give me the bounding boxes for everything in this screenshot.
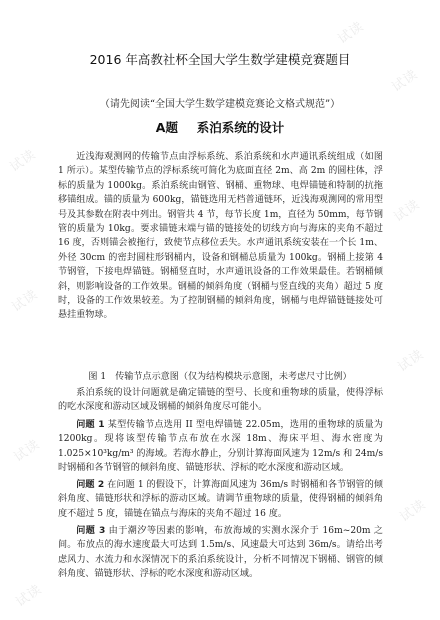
question-1-text: 某型传输节点选用 II 型电焊锚链 22.05m，选用的重物球的质量为 1200kg。现将该型传输节点布放在水深 18m、海床平坦、海水密度为 1.025×10³kg/m³ 的海域。若海水静止，分别计算海面风速为 12m/s 和 24m/s 时钢桶和各节钢管的倾斜角度、锚链形状、浮标的吃水深度和游动区域。: [58, 420, 383, 474]
watermark-text: 试读: [389, 66, 421, 96]
problem-heading: [0, 118, 440, 136]
watermark-text: 试读: [13, 581, 45, 611]
question-2-text: 在问题 1 的假设下，计算海面风速为 36m/s 时钢桶和各节钢管的倾斜角度、锚链形状和浮标的游动区域。请调节重物球的质量，使得钢桶的倾斜角度不超过 5 度，锚链在锚点与海床的夹角不超过 16 度。: [58, 480, 383, 519]
figure-caption: 图 1 传输节点示意图（仅为结构模块示意图，未考虑尺寸比例）: [88, 372, 352, 382]
question-1-label: 问题 1: [76, 420, 105, 430]
question-3-text: 由于潮汐等因素的影响，布放海域的实测水深介于 16m~20m 之间。布放点的海水速度最大可达到 1.5m/s、风速最大可达到 36m/s。请给出考虑风力、水流力和水深情况下的系泊系统设计，分析不同情况下钢桶、钢管的倾斜角度、锚链形状、浮标的吃水深度和游动区域。: [58, 526, 383, 580]
question-3-paragraph: [58, 524, 383, 582]
watermark-text: 试读: [11, 436, 43, 466]
watermark-text: 试读: [9, 286, 41, 316]
watermark-text: 试读: [395, 346, 427, 376]
watermark-text: 试读: [391, 196, 423, 226]
watermark-text: 试读: [7, 146, 39, 176]
watermark-text: 试读: [335, 18, 367, 48]
question-2-label: 问题 2: [76, 480, 105, 490]
intro-paragraph: 近浅海观测网的传输节点由浮标系统、系泊系统和水声通讯系统组成（如图 1 所示）。某型传输节点的浮标系统可简化为底面直径 2m、高 2m 的圆柱体，浮标的质量为 1000kg。系泊系统由钢管、钢桶、重物球、电焊锚链和特制的抗拖移锚组成。锚的质量为 600kg，锚链选用无档普通链环，近浅海观测网的常用型号及其参数在附表中列出。钢管共 4 节，每节长度 1m，直径为 50mm，每节钢管的质量为 10kg。要求锚链末端与锚的链接处的切线方向与海床的夹角不超过 16 度，否则锚会被拖行，致使节点移位丢失。水声通讯系统安装在一个长 1m、外径 30cm 的密封圆柱形钢桶内，设备和钢桶总质量为 100kg。钢桶上接第 4 节钢管，下接电焊锚链。钢桶竖直时，水声通讯设备的工作效果最佳。若钢桶倾斜，则影响设备的工作效果。钢桶的倾斜角度（钢桶与竖直线的夹角）超过 5 度时，设备的工作效果较差。为了控制钢桶的倾斜角度，钢桶与电焊锚链链接处可悬挂重物球。: [58, 152, 383, 321]
watermark-text: 试读: [397, 496, 429, 526]
document-title: 2016 年高教社杯全国大学生数学建模竞赛题目: [89, 52, 351, 67]
problem-label: A题: [155, 120, 178, 135]
question-2-paragraph: [58, 478, 383, 521]
design-goal-paragraph: 系泊系统的设计问题就是确定锚链的型号、长度和重物球的质量，使得浮标的吃水深度和游动区域及钢桶的倾斜角度尽可能小。: [58, 388, 383, 413]
question-3-label: 问题 3: [76, 526, 106, 536]
problem-title: 系泊系统的设计: [196, 120, 285, 135]
question-1-paragraph: [58, 418, 383, 476]
format-note: （请先阅读“全国大学生数学建模竞赛论文格式规范”）: [99, 99, 341, 110]
